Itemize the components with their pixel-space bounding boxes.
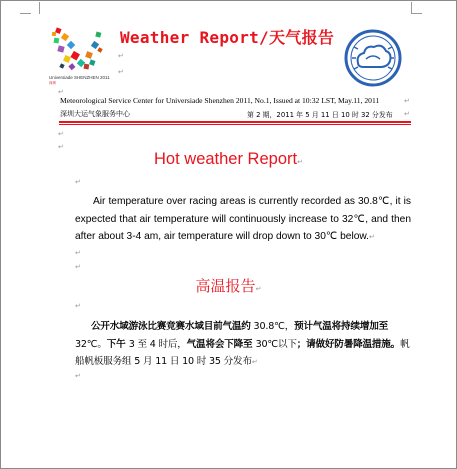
meteorological-emblem [344,29,402,87]
crop-mark-top-right-h [411,13,422,14]
english-heading: Hot weather Report↵ [154,150,303,168]
paragraph-mark: ↵ [75,178,81,186]
issuer-line-english: Meteorological Service Center for Universiade Shenzhen 2011, No.1, Issued at 10:32 LST, May.11, 2011 [60,96,380,105]
crop-mark-top-left [30,2,40,14]
paragraph-mark: ↵ [58,143,64,151]
english-body: Air temperature over racing areas is currently recorded as 30.8℃, it is expected that air temperature will continuously increase to 32℃, and then after about 3-4 am, air temperature will drop down to 30℃ below.↵ [75,196,411,242]
header-rule [59,121,411,123]
paragraph-mark: ↵ [75,263,81,271]
paragraph-mark: ↵ [118,52,124,60]
paragraph-mark: ↵ [75,302,81,310]
chinese-heading: 高温报告↵ [195,277,262,295]
logo-caption: Universiade SHENZHEN 2011 [49,75,110,80]
paragraph-mark: ↵ [404,110,410,118]
logo-subcaption: 深圳 [49,81,56,85]
issue-info-chinese: 第 2 期，2011 年 5 月 11 日 10 时 32 分发布 [247,111,393,119]
header-rule-thin [59,124,411,125]
document-title: Weather Report/天气报告 [120,28,335,47]
paragraph-mark: ↵ [58,130,64,138]
paragraph-mark: ↵ [75,372,81,380]
paragraph-mark: ↵ [404,97,410,105]
crop-mark-top-left-h [20,13,31,14]
paragraph-mark: ↵ [58,88,64,96]
paragraph-mark: ↵ [75,249,81,257]
chinese-body: 公开水域游泳比赛竞赛水域目前气温约 30.8℃，预计气温将持续增加至 32℃。下午 3 至 4 时后，气温将会下降至 30℃以下；请做好防暑降温措施。帆船帆板服务组 5 月 11 日 10 时 35 分发布↵ [75,321,410,367]
issuer-name-chinese: 深圳大运气象服务中心 [60,110,130,118]
paragraph-mark: ↵ [118,68,124,76]
